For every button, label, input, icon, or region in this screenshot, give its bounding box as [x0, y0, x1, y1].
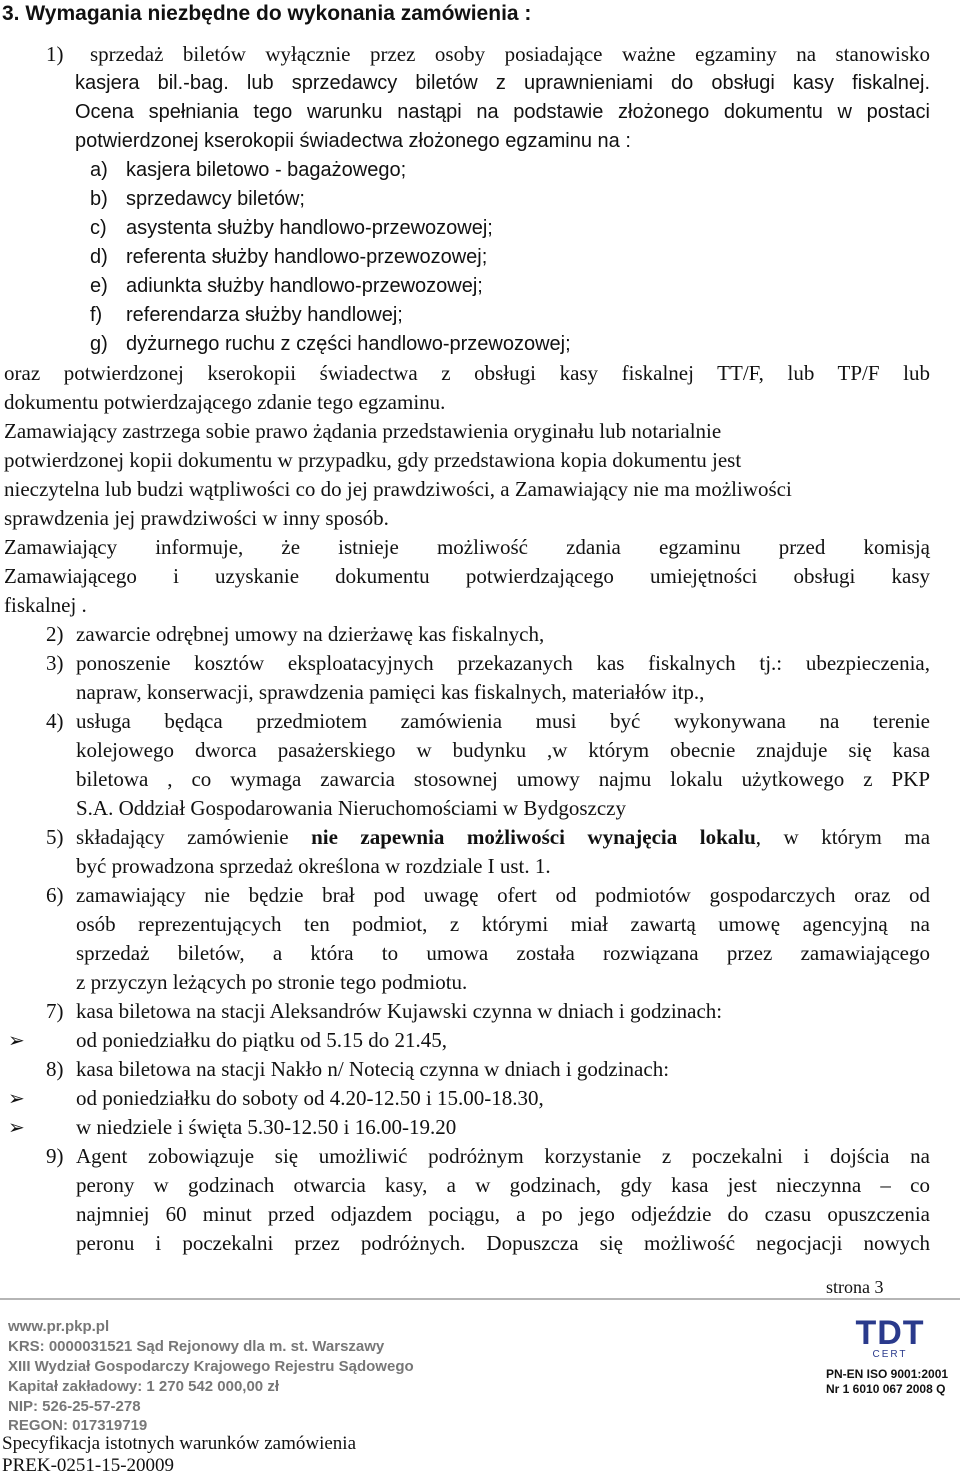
item-number: 9) — [46, 1144, 64, 1168]
item-number: 6) — [46, 883, 64, 907]
subitem-letter: c) — [90, 217, 107, 239]
footer-website: www.pr.pkp.pl — [8, 1318, 110, 1335]
item-text-part: składający zamówienie — [76, 825, 312, 849]
footer-regon: REGON: 017319719 — [8, 1417, 148, 1434]
paragraph-line: oraz potwierdzonej kserokopii świadectwa z obsługi kasy fiskalnej TT/F, lub TP/F lub — [4, 361, 930, 385]
section-heading: 3. Wymagania niezbędne do wykonania zamówienia : — [2, 2, 532, 25]
item-text: z przyczyn leżących po stronie tego podmiotu. — [76, 970, 468, 994]
subitem-text: adiunkta służby handlowo-przewozowej; — [126, 275, 483, 297]
item-number: 1) — [46, 42, 64, 66]
subitem-text: kasjera biletowo - bagażowego; — [126, 159, 407, 181]
item-text: peronu i poczekalni przez podróżnych. Dopuszcza się możliwość negocjacji nowych — [76, 1231, 930, 1255]
subitem-letter: e) — [90, 275, 108, 297]
item-text: perony w godzinach otwarcia kasy, a w godzinach, gdy kasa jest nieczynna – co — [76, 1173, 930, 1197]
paragraph-line: Zamawiający zastrzega sobie prawo żądania przedstawienia oryginału lub notarialnie — [4, 419, 722, 443]
paragraph-line: potwierdzonej kopii dokumentu w przypadku, gdy przedstawiona kopia dokumentu jest — [4, 448, 742, 472]
bullet-text: od poniedziałku do soboty od 4.20-12.50 i 15.00-18.30, — [76, 1086, 544, 1110]
paragraph-line: sprawdzenia jej prawdziwości w inny sposób. — [4, 506, 389, 530]
item-text: usługa będąca przedmiotem zamówienia musi być wykonywana na terenie — [76, 709, 930, 733]
paragraph-line: nieczytelna lub budzi wątpliwości co do jej prawdziwości, a Zamawiający nie ma możliwości — [4, 477, 792, 501]
item-text: potwierdzonej kserokopii świadectwa złożonego egzaminu na : — [75, 130, 631, 152]
item-text: Ocena spełniania tego warunku nastąpi na podstawie złożonego dokumentu w postaci — [75, 101, 930, 123]
footer-nip: NIP: 526-25-57-278 — [8, 1398, 141, 1415]
subitem-letter: b) — [90, 188, 108, 210]
iso-standard: PN-EN ISO 9001:2001 — [826, 1367, 949, 1381]
item-text: osób reprezentujących ten podmiot, z którymi miał zawartą umowę agencyjną na — [76, 912, 930, 936]
item-text: kolejowego dworca pasażerskiego w budynku ,w którym obecnie znajduje się kasa — [76, 738, 930, 762]
subitem-letter: g) — [90, 333, 108, 355]
item-text: napraw, konserwacji, sprawdzenia pamięci kas fiskalnych, materiałów itp., — [76, 680, 705, 704]
emphasis-text: nie zapewnia możliwości wynajęcia lokalu — [311, 825, 756, 849]
item-text: kasa biletowa na stacji Nakło n/ Notecią czynna w dniach i godzinach: — [76, 1057, 670, 1081]
iso-certificate-number: Nr 1 6010 067 2008 Q — [826, 1382, 946, 1396]
arrow-bullet-icon: ➢ — [8, 1028, 25, 1052]
item-text: sprzedaż biletów, a która to umowa została rozwiązana przez zamawiającego — [76, 941, 930, 965]
item-text: kasa biletowa na stacji Aleksandrów Kujawski czynna w dniach i godzinach: — [76, 999, 723, 1023]
item-text: być prowadzona sprzedaż określona w rozdziale I ust. 1. — [76, 854, 551, 878]
item-number: 7) — [46, 999, 64, 1023]
item-text: Agent zobowiązuje się umożliwić podróżnym korzystanie z poczekalni i dojścia na — [76, 1144, 930, 1168]
item-number: 2) — [46, 622, 64, 646]
item-text: kasjera bil.-bag. lub sprzedawcy biletów z uprawnieniami do obsługi kasy fiskalnej. — [75, 72, 930, 94]
item-text — [76, 823, 930, 852]
subitem-letter: d) — [90, 246, 108, 268]
bullet-text: od poniedziałku do piątku od 5.15 do 21.45, — [76, 1028, 447, 1052]
tdt-logo-sub: CERT — [872, 1349, 908, 1360]
arrow-bullet-icon: ➢ — [8, 1115, 25, 1139]
item-number: 8) — [46, 1057, 64, 1081]
subitem-letter: a) — [90, 159, 108, 181]
subitem-text: referendarza służby handlowej; — [126, 304, 403, 326]
item-number: 4) — [46, 709, 64, 733]
item-text: najmniej 60 minut przed odjazdem pociągu, a po jego odjeździe do czasu opuszczenia — [76, 1202, 930, 1226]
item-text: S.A. Oddział Gospodarowania Nieruchomościami w Bydgoszczy — [76, 796, 626, 820]
paragraph-line: fiskalnej . — [4, 593, 87, 617]
item-text-part: , w którym ma — [755, 825, 931, 849]
item-text: biletowa , co wymaga zawarcia stosownej umowy najmu lokalu użytkowego z PKP — [76, 767, 930, 791]
tdt-logo-mark: TDT — [855, 1314, 925, 1352]
footer-divider — [0, 1298, 960, 1300]
subitem-text: asystenta służby handlowo-przewozowej; — [126, 217, 493, 239]
footer-krs: KRS: 0000031521 Sąd Rejonowy dla m. st. Warszawy — [8, 1338, 385, 1355]
item-number: 5) — [46, 825, 64, 849]
paragraph-line: Zamawiającego i uzyskanie dokumentu potwierdzającego umiejętności obsługi kasy — [4, 564, 930, 588]
subitem-text: referenta służby handlowo-przewozowej; — [126, 246, 488, 268]
bullet-text: w niedziele i święta 5.30-12.50 i 16.00-19.20 — [76, 1115, 457, 1139]
subitem-text: dyżurnego ruchu z części handlowo-przewozowej; — [126, 333, 571, 355]
item-text: sprzedaż biletów wyłącznie przez osoby posiadające ważne egzaminy na stanowisko — [90, 42, 930, 66]
item-text: zamawiający nie będzie brał pod uwagę ofert od podmiotów gospodarczych oraz od — [76, 883, 930, 907]
footer-court: XIII Wydział Gospodarczy Krajowego Rejestru Sądowego — [8, 1358, 414, 1375]
footer-capital: Kapitał zakładowy: 1 270 542 000,00 zł — [8, 1378, 279, 1395]
arrow-bullet-icon: ➢ — [8, 1086, 25, 1110]
paragraph-line: dokumentu potwierdzającego zdanie tego egzaminu. — [4, 390, 446, 414]
subitem-text: sprzedawcy biletów; — [126, 188, 305, 210]
item-number: 3) — [46, 651, 64, 675]
page-number: strona 3 — [826, 1277, 884, 1297]
item-text: ponoszenie kosztów eksploatacyjnych przekazanych kas fiskalnych tj.: ubezpieczenia, — [76, 651, 930, 675]
subitem-letter: f) — [90, 304, 103, 326]
paragraph-line: Zamawiający informuje, że istnieje możliwość zdania egzaminu przed komisją — [4, 535, 930, 559]
document-title: Specyfikacja istotnych warunków zamówienia — [2, 1433, 357, 1454]
certification-logo — [826, 1316, 954, 1360]
document-reference: PREK-0251-15-20009 — [2, 1455, 175, 1476]
item-text: zawarcie odrębnej umowy na dzierżawę kas fiskalnych, — [76, 622, 545, 646]
